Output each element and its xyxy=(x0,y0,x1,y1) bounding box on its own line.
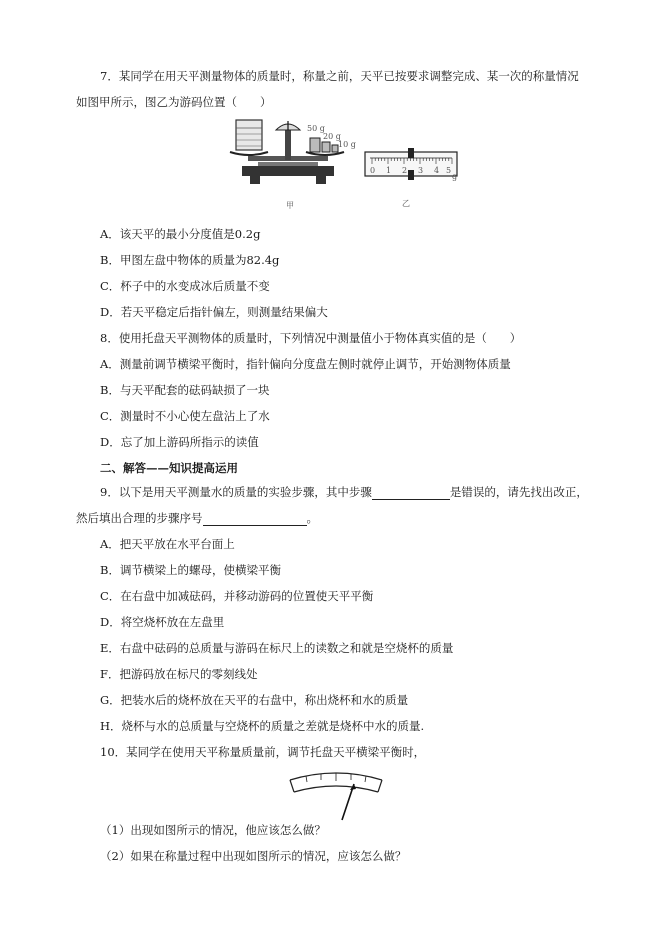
weight-label-20g: 20 g xyxy=(323,132,341,141)
q9-step-f: F．把游码放在标尺的零刻线处 xyxy=(100,667,258,681)
scale-tick-5: 5 xyxy=(446,166,452,175)
scale-tick-0: 0 xyxy=(370,166,376,175)
q9-step-b: B．调节横梁上的螺母，使横梁平衡 xyxy=(100,563,281,577)
q9-answer-blank-wrong-step[interactable] xyxy=(372,487,450,500)
q9-answer-blank-order[interactable] xyxy=(203,513,307,526)
q7-stem-line2: 如图甲所示，图乙为游码位置（ ） xyxy=(76,95,272,109)
q8-option-a: A．测量前调节横梁平衡时，指针偏向分度盘左侧时就停止调节，开始测物体质量 xyxy=(100,357,511,371)
q7-figure-yi-rider-scale xyxy=(364,146,458,182)
q9-step-d: D．将空烧杯放在左盘里 xyxy=(100,615,225,629)
q7-stem-line1: 7．某同学在用天平测量物体的质量时，称量之前，天平已按要求调整完成、某一次的称量情况 xyxy=(100,69,579,83)
q10-sub-question-2: （2）如果在称量过程中出现如图所示的情况，应该怎么做？ xyxy=(100,849,407,863)
q9-step-a: A．把天平放在水平台面上 xyxy=(100,537,235,551)
q9-stem-line2-part1: 然后填出合理的步骤序号 xyxy=(76,511,203,525)
q8-stem: 8．使用托盘天平测物体的质量时，下列情况中测量值小于物体真实值的是（ ） xyxy=(100,331,522,345)
weight-label-10g: 10 g xyxy=(338,140,356,149)
section-title: 二、解答——知识提高运用 xyxy=(100,461,238,475)
figure-yi-caption: 乙 xyxy=(402,199,410,208)
q8-option-d: D．忘了加上游码所指示的读值 xyxy=(100,435,259,449)
q9-stem-line2 xyxy=(76,510,318,526)
q7-option-a: A．该天平的最小分度值是0.2g xyxy=(100,227,261,241)
q10-stem: 10．某同学在使用天平称量质量前，调节托盘天平横梁平衡时， xyxy=(100,745,426,759)
q9-stem-line1 xyxy=(100,484,588,500)
q8-option-c: C．测量时不小心使左盘沾上了水 xyxy=(100,409,270,423)
q10-pointer-dial-figure xyxy=(286,768,386,824)
q9-stem-part2: 是错误的，请先找出改正， xyxy=(449,485,588,499)
scale-tick-3: 3 xyxy=(418,166,424,175)
q8-option-b: B．与天平配套的砝码缺损了一块 xyxy=(100,383,270,397)
scale-tick-2: 2 xyxy=(402,166,408,175)
scale-tick-1: 1 xyxy=(386,166,392,175)
weight-label-50g: 50 g xyxy=(307,124,325,133)
q7-option-d: D．若天平稳定后指针偏左，则测量结果偏大 xyxy=(100,305,328,319)
q7-option-c: C．杯子中的水变成冰后质量不变 xyxy=(100,279,270,293)
q7-option-b: B．甲图左盘中物体的质量为82.4g xyxy=(100,253,280,267)
q9-stem-line2-part2: 。 xyxy=(306,511,318,525)
q10-sub-question-1: （1）出现如图所示的情况，他应该怎么做？ xyxy=(100,823,326,837)
q9-step-h: H．烧杯与水的总质量与空烧杯的质量之差就是烧杯中水的质量. xyxy=(100,719,425,733)
scale-unit: g xyxy=(452,172,458,181)
q9-step-g: G．把装水后的烧杯放在天平的右盘中，称出烧杯和水的质量 xyxy=(100,693,409,707)
scale-tick-4: 4 xyxy=(434,166,440,175)
q9-stem-part1: 9．以下是用天平测量水的质量的实验步骤，其中步骤 xyxy=(100,485,372,499)
q7-figure-jia-balance xyxy=(228,116,348,188)
q9-step-c: C．在右盘中加减砝码，并移动游码的位置使天平平衡 xyxy=(100,589,374,603)
figure-jia-caption: 甲 xyxy=(286,201,294,210)
q9-step-e: E．右盘中砝码的总质量与游码在标尺上的读数之和就是空烧杯的质量 xyxy=(100,641,454,655)
